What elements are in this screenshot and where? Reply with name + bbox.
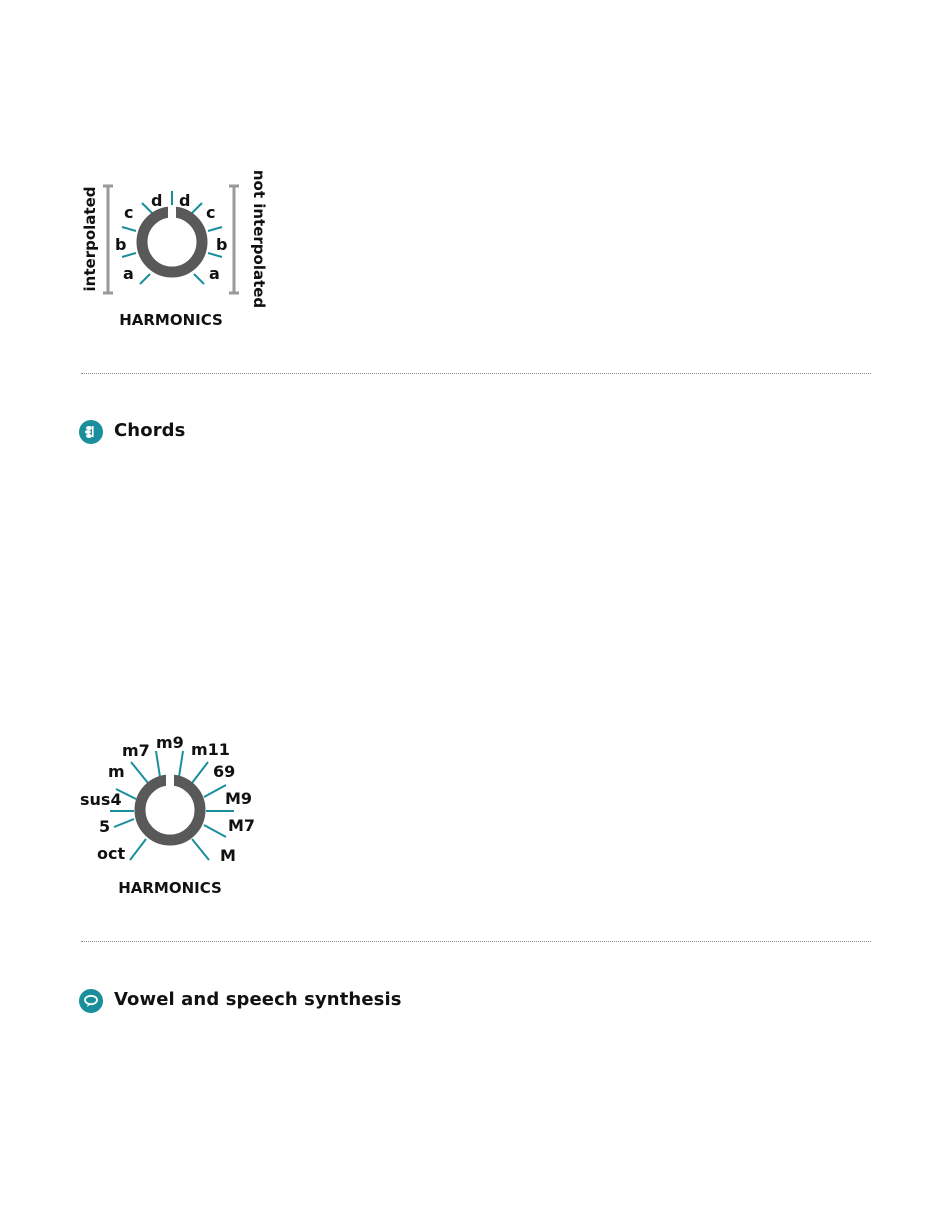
knob-notch: [166, 773, 174, 789]
label-right-b: b: [216, 235, 228, 254]
section-title-vowel-speech: Vowel and speech synthesis: [114, 989, 402, 1010]
harmonics-label: HARMONICS: [119, 311, 223, 329]
label-M9: M9: [225, 789, 253, 808]
not-interpolated-label: not interpolated: [250, 169, 268, 309]
speech-bubble-icon: [79, 989, 103, 1013]
harmonics-label: HARMONICS: [118, 879, 222, 897]
section-divider: [81, 373, 871, 374]
label-sus4: sus4: [80, 790, 122, 809]
left-bracket: [103, 186, 113, 293]
chords-icon: [79, 420, 103, 444]
label-oct: oct: [97, 844, 126, 863]
label-right-a: a: [209, 264, 220, 283]
interpolated-label: interpolated: [81, 186, 99, 292]
label-m11: m11: [191, 740, 230, 759]
label-m9: m9: [156, 733, 184, 752]
knob-notch: [168, 205, 176, 221]
label-left-d: d: [151, 191, 163, 210]
label-left-c: c: [124, 203, 134, 222]
label-69: 69: [213, 762, 236, 781]
harmonics-chords-diagram: [70, 725, 280, 905]
harmonics-interpolation-diagram: [70, 165, 280, 335]
label-right-d: d: [179, 191, 191, 210]
label-right-c: c: [206, 203, 216, 222]
label-m: m: [108, 762, 125, 781]
section-title-chords: Chords: [114, 420, 186, 441]
label-M: M: [220, 846, 236, 865]
label-M7: M7: [228, 816, 256, 835]
label-left-b: b: [115, 235, 127, 254]
label-m7: m7: [122, 741, 150, 760]
right-bracket: [229, 186, 239, 293]
section-divider: [81, 941, 871, 942]
label-left-a: a: [123, 264, 134, 283]
label-5: 5: [99, 817, 111, 836]
